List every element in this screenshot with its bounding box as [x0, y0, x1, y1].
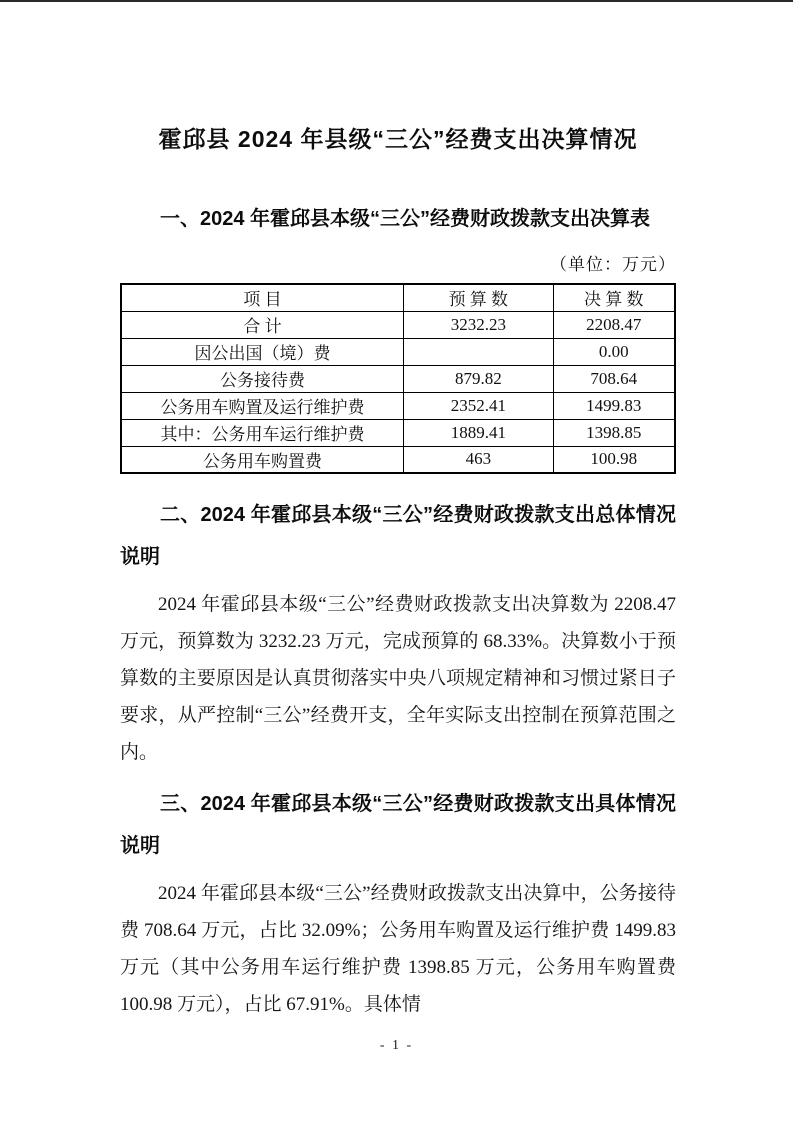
row-final: 708.64 [553, 365, 675, 392]
document-title: 霍邱县 2024 年县级“三公”经费支出决算情况 [158, 126, 638, 152]
budget-table [120, 283, 676, 474]
row-item: 其中：公务用车运行维护费 [121, 419, 404, 446]
row-item: 合 计 [121, 311, 404, 338]
row-budget [404, 338, 554, 365]
row-budget: 3232.23 [404, 311, 554, 338]
table-row [121, 311, 675, 338]
row-item: 因公出国（境）费 [121, 338, 404, 365]
table-row [121, 365, 675, 392]
section2-heading: 二、2024 年霍邱县本级“三公”经费财政拨款支出总体情况说明 [120, 504, 676, 568]
section3-heading: 三、2024 年霍邱县本级“三公”经费财政拨款支出具体情况说明 [120, 793, 676, 857]
col-header-budget: 预 算 数 [404, 284, 554, 311]
col-header-final: 决 算 数 [553, 284, 675, 311]
page-content [120, 0, 676, 1023]
row-final: 0.00 [553, 338, 675, 365]
row-item: 公务接待费 [121, 365, 404, 392]
row-final: 2208.47 [553, 311, 675, 338]
table-row [121, 446, 675, 473]
row-final: 1398.85 [553, 419, 675, 446]
section3-paragraph: 2024 年霍邱县本级“三公”经费财政拨款支出决算中，公务接待费 708.64 万元，占比 32.09%；公务用车购置及运行维护费 1499.83 万元（其中公务用车运行维护费 1398.85 万元，公务用车购置费 100.98 万元），占比 67.91%。具体情 [120, 883, 676, 1015]
row-final: 1499.83 [553, 392, 675, 419]
section2-paragraph: 2024 年霍邱县本级“三公”经费财政拨款支出决算数为 2208.47 万元，预算数为 3232.23 万元，完成预算的 68.33%。决算数小于预算数的主要原因是认真贯彻落实中央八项规定精神和习惯过紧日子要求，从严控制“三公”经费开支，全年实际支出控制在预算范围之内。 [120, 594, 676, 763]
col-header-item: 项 目 [121, 284, 404, 311]
row-budget: 879.82 [404, 365, 554, 392]
row-final: 100.98 [553, 446, 675, 473]
row-item: 公务用车购置及运行维护费 [121, 392, 404, 419]
unit-note: （单位：万元） [550, 255, 676, 274]
table-row [121, 338, 675, 365]
table-row [121, 419, 675, 446]
row-budget: 2352.41 [404, 392, 554, 419]
page-number: - 1 - [379, 1038, 414, 1053]
row-budget: 463 [404, 446, 554, 473]
section1-heading: 一、2024 年霍邱县本级“三公”经费财政拨款支出决算表 [160, 208, 651, 230]
row-item: 公务用车购置费 [121, 446, 404, 473]
row-budget: 1889.41 [404, 419, 554, 446]
table-row [121, 392, 675, 419]
table-header-row [121, 284, 675, 311]
